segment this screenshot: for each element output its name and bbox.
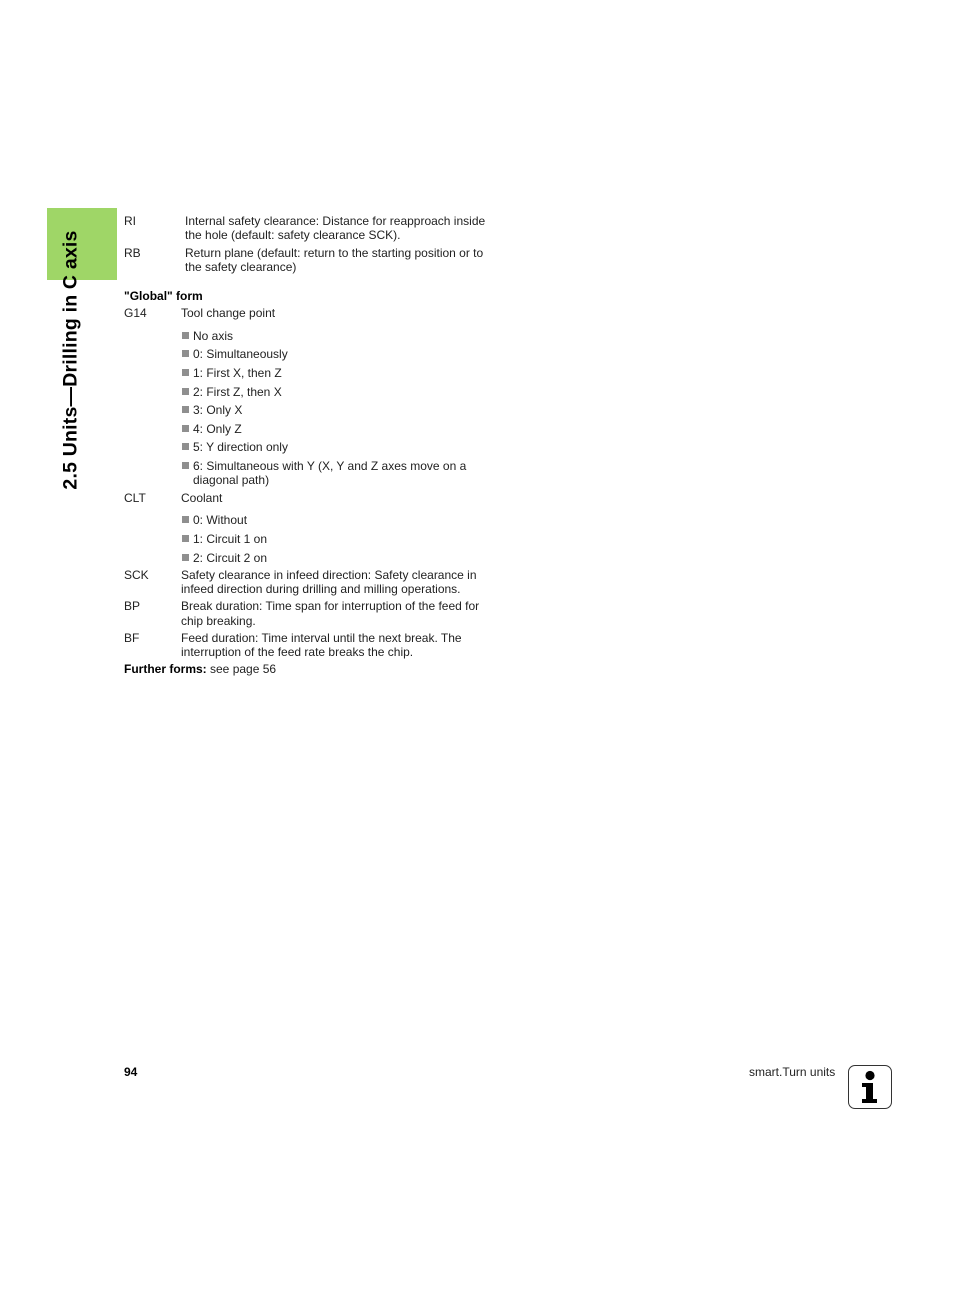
param-key-clt: CLT xyxy=(124,491,146,505)
param-key-g14: G14 xyxy=(124,306,147,320)
clt-option: 1: Circuit 1 on xyxy=(193,532,268,546)
param-desc-sck-2: infeed direction during drilling and milling operations. xyxy=(181,582,461,596)
further-forms-label: Further forms: xyxy=(124,662,207,676)
bullet-icon xyxy=(182,516,189,523)
param-key-sck: SCK xyxy=(124,568,149,582)
param-desc-bf-1: Feed duration: Time interval until the next break. The xyxy=(181,631,462,645)
param-desc-ri-1: Internal safety clearance: Distance for reapproach inside xyxy=(185,214,486,228)
bullet-icon xyxy=(182,554,189,561)
g14-option: 3: Only X xyxy=(193,403,243,417)
g14-option: 0: Simultaneously xyxy=(193,347,288,361)
param-key-bp: BP xyxy=(124,599,141,613)
param-key-bf: BF xyxy=(124,631,140,645)
g14-option: 1: First X, then Z xyxy=(193,366,282,380)
param-desc-rb-1: Return plane (default: return to the starting position or to xyxy=(185,246,484,260)
bullet-icon xyxy=(182,332,189,339)
param-desc-rb-2: the safety clearance) xyxy=(185,260,297,274)
bullet-icon xyxy=(182,350,189,357)
bullet-icon xyxy=(182,443,189,450)
bullet-icon xyxy=(182,369,189,376)
g14-option: 5: Y direction only xyxy=(193,440,288,454)
clt-option: 0: Without xyxy=(193,513,248,527)
param-desc-clt: Coolant xyxy=(181,491,223,505)
param-desc-sck-1: Safety clearance in infeed direction: Safety clearance in xyxy=(181,568,477,582)
param-desc-bf-2: interruption of the feed rate breaks the chip. xyxy=(181,645,414,659)
further-forms-link[interactable]: see page 56 xyxy=(206,662,277,676)
param-key-ri: RI xyxy=(124,214,136,228)
g14-option: 2: First Z, then X xyxy=(193,385,282,399)
g14-option: 6: Simultaneous with Y (X, Y and Z axes move on a xyxy=(193,459,467,473)
param-key-rb: RB xyxy=(124,246,141,260)
param-desc-ri-2: the hole (default: safety clearance SCK). xyxy=(185,228,401,242)
param-desc-bp-2: chip breaking. xyxy=(181,614,256,628)
page-number: 94 xyxy=(124,1065,138,1079)
bullet-icon xyxy=(182,406,189,413)
g14-option: No axis xyxy=(193,329,234,343)
info-icon xyxy=(848,1065,892,1109)
g14-option-cont: diagonal path) xyxy=(193,473,270,487)
global-form-heading: "Global" form xyxy=(124,289,203,303)
param-desc-g14: Tool change point xyxy=(181,306,276,320)
bullet-icon xyxy=(182,388,189,395)
manual-title: smart.Turn units xyxy=(749,1065,836,1079)
bullet-icon xyxy=(182,425,189,432)
bullet-icon xyxy=(182,535,189,542)
g14-option: 4: Only Z xyxy=(193,422,242,436)
clt-option: 2: Circuit 2 on xyxy=(193,551,268,565)
param-desc-bp-1: Break duration: Time span for interruption of the feed for xyxy=(181,599,480,613)
bullet-icon xyxy=(182,462,189,469)
further-forms xyxy=(124,662,276,677)
